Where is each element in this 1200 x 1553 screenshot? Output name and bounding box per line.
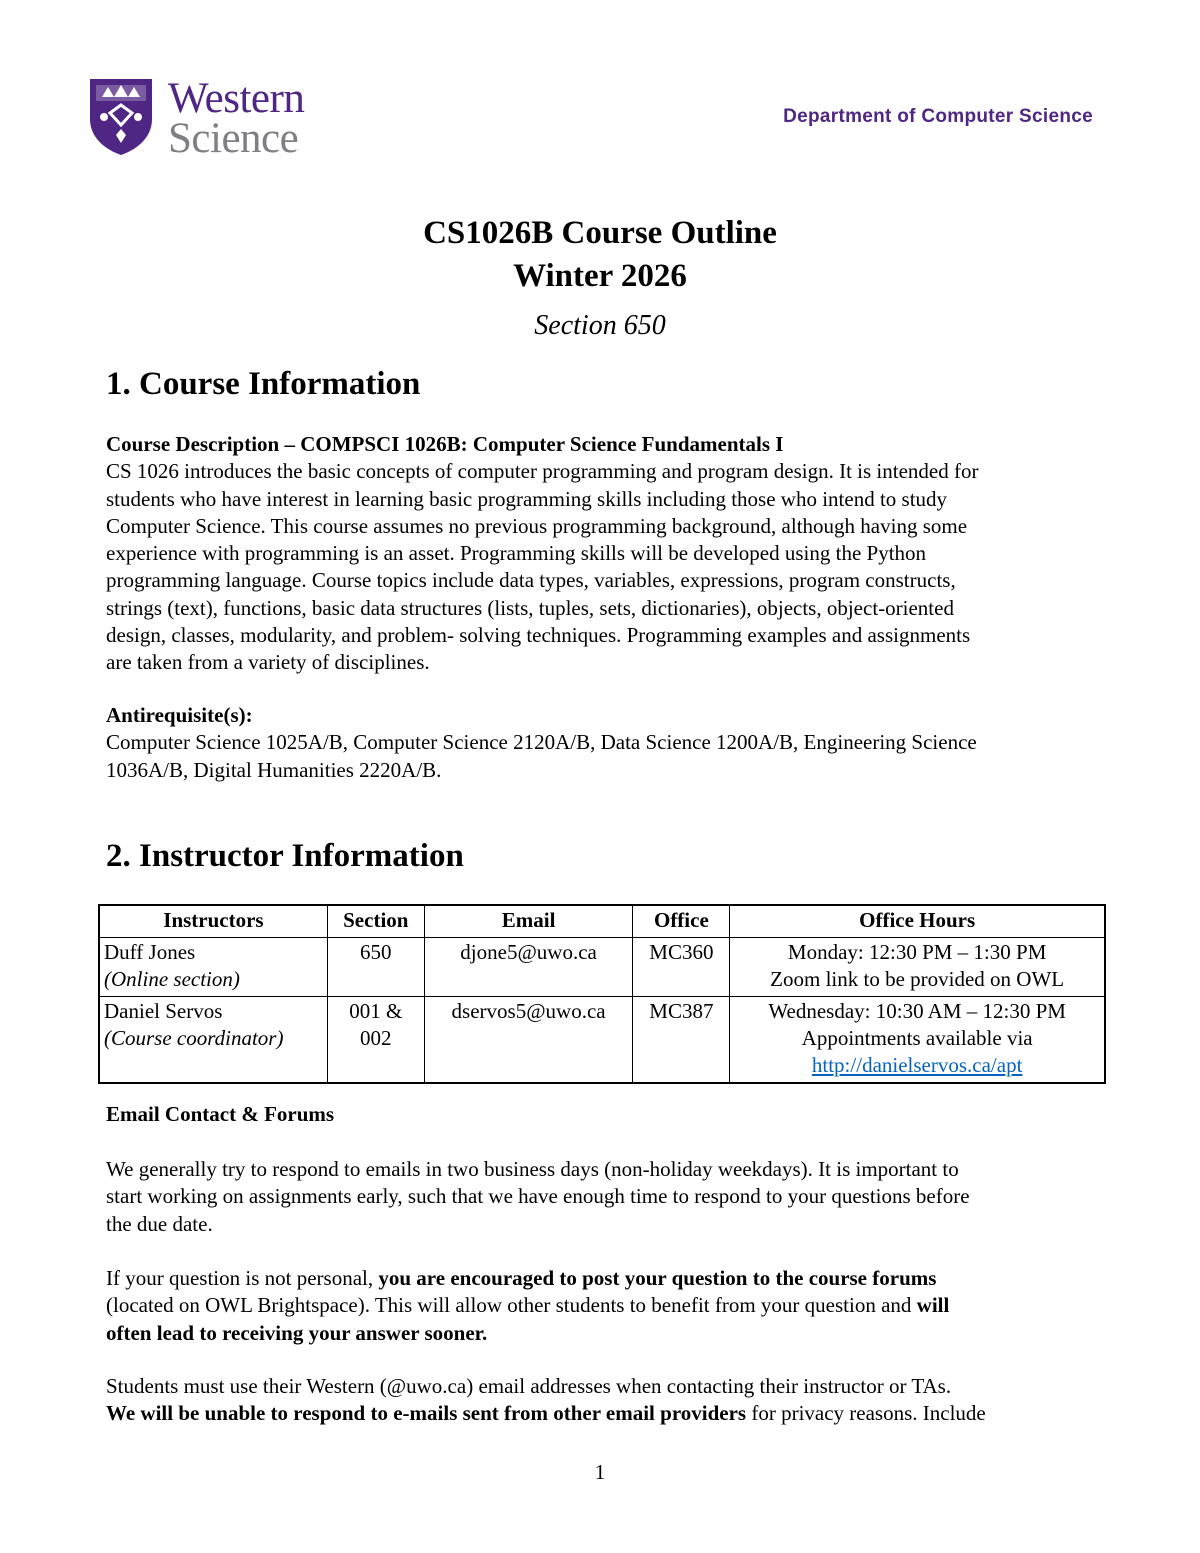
description-line: experience with programming is an asset. Programming skills will be developed using the Python	[106, 541, 927, 566]
email-cell: dservos5@uwo.ca	[424, 997, 633, 1084]
text-normal: for privacy reasons. Include	[746, 1401, 986, 1426]
antirequisites-label: Antirequisite(s):	[106, 703, 253, 727]
office-hours-cell	[730, 938, 1105, 997]
office-hours-note: Appointments available via	[801, 1026, 1033, 1050]
email-paragraph-2	[106, 1265, 1096, 1347]
office-hours-cell	[730, 997, 1105, 1084]
paragraph-line: the due date.	[106, 1211, 213, 1236]
course-information-section	[106, 364, 1096, 404]
header-email: Email	[424, 905, 633, 938]
header-section: Section	[327, 905, 424, 938]
instructor-table-wrapper	[98, 904, 1106, 1084]
section-subtitle: Section 650	[534, 310, 666, 341]
instructor-cell	[99, 997, 327, 1084]
description-line: students who have interest in learning basic programming skills including those who intend to study	[106, 486, 948, 511]
header-instructors: Instructors	[99, 905, 327, 938]
text-bold: you are encouraged to post your question to the course forums	[378, 1266, 937, 1290]
section-value: 001 &	[349, 999, 403, 1023]
office-cell: MC387	[633, 997, 730, 1084]
antirequisites	[106, 702, 1096, 784]
office-cell: MC360	[633, 938, 730, 997]
text-normal: (located on OWL Brightspace). This will allow other students to benefit from your question and	[106, 1293, 917, 1318]
department-name: Department of Computer Science	[783, 106, 1093, 127]
office-hours-time: Wednesday: 10:30 AM – 12:30 PM	[768, 999, 1066, 1023]
description-line: strings (text), functions, basic data structures (lists, tuples, sets, dictionaries), objects, object-oriented	[106, 595, 954, 620]
course-description	[106, 431, 1096, 677]
paragraph-line: often lead to receiving your answer sooner.	[106, 1320, 488, 1345]
instructor-table	[98, 904, 1106, 1084]
text-bold: We will be unable to respond to e-mails sent from other email providers	[106, 1401, 747, 1426]
description-line: are taken from a variety of disciplines.	[106, 650, 430, 675]
term-title: Winter 2026	[513, 258, 687, 294]
header-office-hours: Office Hours	[730, 905, 1105, 938]
section-value: 002	[360, 1026, 392, 1050]
paragraph-line: Students must use their Western (@uwo.ca) email addresses when contacting their instructor or TAs.	[106, 1374, 952, 1398]
section-cell	[327, 997, 424, 1084]
course-title: CS1026B Course Outline	[423, 215, 777, 251]
office-hours-note: Zoom link to be provided on OWL	[770, 967, 1065, 991]
table-row	[99, 938, 1105, 997]
section-cell	[327, 938, 424, 997]
section-value: 650	[360, 940, 392, 964]
email-contact-heading: Email Contact & Forums	[106, 1102, 335, 1126]
email-paragraph-3	[106, 1373, 1096, 1428]
table-header-row	[99, 905, 1105, 938]
paragraph-line	[106, 1265, 1096, 1292]
title-block	[0, 212, 1200, 342]
instructor-information-section	[106, 836, 1096, 876]
text-normal: If your question is not personal,	[106, 1266, 379, 1290]
paragraph-line: We generally try to respond to emails in two business days (non-holiday weekdays). It is important to	[106, 1157, 959, 1181]
description-line: design, classes, modularity, and problem- solving techniques. Programming examples and assignments	[106, 623, 971, 648]
instructor-cell	[99, 938, 327, 997]
header-office: Office	[633, 905, 730, 938]
antirequisites-line: Computer Science 1025A/B, Computer Science 2120A/B, Data Science 1200A/B, Engineering Science	[106, 730, 977, 755]
paragraph-line: start working on assignments early, such that we have enough time to respond to your questions before	[106, 1184, 970, 1209]
description-line: Computer Science. This course assumes no previous programming background, although having some	[106, 513, 968, 538]
page-number: 1	[594, 1460, 606, 1484]
description-line: CS 1026 introduces the basic concepts of computer programming and program design. It is intended for	[106, 459, 979, 484]
table-row	[99, 997, 1105, 1084]
appointments-link[interactable]: http://danielservos.ca/apt	[811, 1053, 1023, 1077]
logo-line-western: Western	[168, 75, 305, 122]
antirequisites-line: 1036A/B, Digital Humanities 2220A/B.	[106, 757, 442, 782]
logo-wordmark	[168, 75, 305, 162]
paragraph-line	[106, 1292, 1096, 1319]
instructor-role: (Course coordinator)	[104, 1026, 284, 1050]
paragraph-line	[106, 1400, 1096, 1427]
office-hours-time: Monday: 12:30 PM – 1:30 PM	[787, 940, 1047, 964]
email-paragraph-1	[106, 1156, 1096, 1238]
western-science-logo	[88, 75, 338, 162]
text-bold: will	[916, 1293, 950, 1318]
email-contact-section	[106, 1101, 1096, 1128]
section-heading-course-information: 1. Course Information	[106, 366, 421, 402]
instructor-role: (Online section)	[104, 967, 240, 991]
email-cell: djone5@uwo.ca	[424, 938, 633, 997]
course-description-label: Course Description – COMPSCI 1026B: Computer Science Fundamentals I	[106, 432, 784, 456]
instructor-name: Daniel Servos	[104, 999, 223, 1023]
western-crest-icon	[88, 77, 154, 157]
logo-line-science: Science	[168, 115, 299, 162]
instructor-name: Duff Jones	[104, 940, 196, 964]
description-line: programming language. Course topics include data types, variables, expressions, program constructs,	[106, 568, 956, 593]
section-heading-instructor-information: 2. Instructor Information	[106, 838, 464, 874]
